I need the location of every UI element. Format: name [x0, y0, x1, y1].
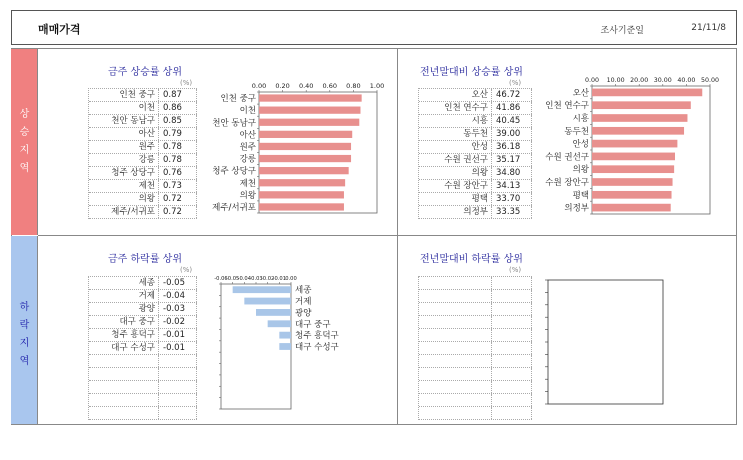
bar: [259, 179, 345, 186]
x-tick-label: 0.00: [285, 276, 297, 282]
rate-value: -0.01: [159, 329, 197, 341]
category-label: 세종: [295, 285, 312, 296]
rate-value: [492, 381, 532, 393]
table-row: [419, 180, 532, 193]
category-label: 수원 장안구: [545, 178, 589, 188]
table-row: [419, 154, 532, 167]
region-name: 제주/서귀포: [89, 206, 159, 218]
rate-value: 0.86: [159, 102, 197, 114]
category-label: 원주: [239, 142, 256, 153]
bar: [592, 89, 702, 97]
rate-value: [159, 394, 197, 406]
bar: [592, 101, 691, 109]
rate-value: [492, 277, 532, 289]
rate-value: -0.03: [159, 303, 197, 315]
date-label: 조사기준일: [600, 26, 644, 36]
bar: [256, 309, 291, 316]
rate-value: 33.70: [492, 193, 532, 205]
rate-value: [492, 290, 532, 302]
table-row: [89, 102, 197, 115]
rate-value: -0.01: [159, 342, 197, 354]
section-fall-char: 지: [19, 338, 30, 349]
region-name: [419, 277, 492, 289]
bar: [259, 143, 351, 150]
section-fall-label: [11, 236, 38, 424]
bar: [592, 127, 684, 135]
table-row: [89, 180, 197, 193]
panel-title-fall-weekly: 금주 하락률 상위: [108, 254, 182, 265]
table-row: [89, 167, 197, 180]
table-rise-yearly: [418, 88, 532, 219]
x-tick-label: 0.20: [275, 82, 290, 90]
bar: [259, 203, 344, 210]
category-label: 인천 중구: [220, 94, 256, 105]
table-fall-weekly: [88, 276, 197, 420]
region-name: [419, 381, 492, 393]
table-row: [419, 193, 532, 206]
region-name: 거제: [89, 290, 159, 302]
region-name: 시흥: [419, 115, 492, 127]
rate-value: [159, 355, 197, 367]
x-tick-label: 0.40: [298, 82, 314, 90]
x-tick-label: 10.00: [606, 77, 625, 84]
rate-value: 36.18: [492, 141, 532, 153]
table-row: [419, 206, 532, 219]
rate-value: [492, 303, 532, 315]
bar: [259, 107, 360, 114]
region-name: 강릉: [89, 154, 159, 166]
page-title: 매매가격: [38, 23, 81, 36]
region-name: 의정부: [419, 206, 492, 218]
rate-value: -0.02: [159, 316, 197, 328]
rate-value: 46.72: [492, 89, 532, 101]
bar: [259, 155, 351, 162]
rate-value: 0.85: [159, 115, 197, 127]
category-label: 제천: [239, 178, 256, 189]
panel-title-rise-weekly: 금주 상승률 상위: [108, 67, 182, 78]
rate-value: [492, 368, 532, 380]
bar: [592, 204, 671, 212]
rate-value: [492, 329, 532, 341]
region-name: 평택: [419, 193, 492, 205]
table-row: [419, 303, 532, 316]
rate-value: [159, 381, 197, 393]
category-label: 천안 동남구: [212, 118, 256, 129]
rate-value: [492, 394, 532, 406]
category-label: 아산: [239, 130, 256, 141]
category-label: 오산: [572, 88, 589, 99]
section-fall-char: 락: [19, 320, 30, 331]
region-name: 인천 연수구: [419, 102, 492, 114]
table-row: [89, 355, 197, 368]
table-row: [89, 342, 197, 355]
panel-title-fall-yearly: 전년말대비 하락률 상위: [420, 254, 523, 265]
bar: [592, 178, 673, 186]
rate-value: -0.05: [159, 277, 197, 289]
bar: [259, 94, 362, 101]
category-label: 의왕: [239, 190, 256, 201]
section-divider: [38, 235, 737, 236]
rate-value: 35.17: [492, 154, 532, 166]
table-fall-yearly: [418, 276, 532, 420]
bar: [279, 343, 291, 350]
category-label: 강릉: [239, 154, 256, 165]
category-label: 인천 연수구: [545, 101, 589, 112]
table-row: [89, 154, 197, 167]
x-tick-label: -0.06: [214, 276, 228, 282]
region-name: 천안 동남구: [89, 115, 159, 127]
category-label: 거제: [295, 297, 312, 308]
x-tick-label: 30.00: [653, 77, 672, 84]
chart-rise-yearly: [530, 76, 730, 216]
category-label: 시흥: [572, 114, 589, 124]
bar: [592, 140, 677, 148]
bar: [233, 286, 291, 293]
region-name: 이천: [89, 102, 159, 114]
bar: [259, 191, 344, 198]
report-header: [11, 10, 737, 45]
chart-rise-weekly: [195, 80, 390, 220]
rate-value: [492, 355, 532, 367]
x-tick-label: -0.04: [237, 276, 252, 282]
bar: [259, 167, 349, 174]
category-label: 대구 수성구: [295, 342, 339, 353]
region-name: 수원 장안구: [419, 180, 492, 192]
rate-value: 0.73: [159, 180, 197, 192]
chart-fall-yearly: [540, 276, 670, 410]
region-name: 오산: [419, 89, 492, 101]
table-row: [89, 407, 197, 420]
section-rise-char: 승: [19, 127, 30, 138]
table-rise-weekly: [88, 88, 197, 219]
section-fall-char: 역: [19, 356, 30, 367]
table-row: [419, 141, 532, 154]
category-label: 안성: [572, 139, 589, 150]
region-name: [419, 329, 492, 341]
x-tick-label: -0.01: [272, 276, 287, 282]
rate-value: 34.80: [492, 167, 532, 179]
panel-title-rise-yearly: 전년말대비 상승률 상위: [420, 67, 523, 78]
rate-value: [159, 407, 197, 419]
region-name: [89, 381, 159, 393]
region-name: 의왕: [419, 167, 492, 179]
region-name: 동두천: [419, 128, 492, 140]
region-name: 수원 권선구: [419, 154, 492, 166]
rate-value: 0.76: [159, 167, 197, 179]
x-tick-label: -0.03: [249, 276, 263, 282]
table-row: [419, 128, 532, 141]
region-name: 청주 상당구: [89, 167, 159, 179]
bar: [592, 153, 675, 161]
chart-fall-weekly: [205, 274, 355, 414]
table-row: [89, 303, 197, 316]
region-name: [419, 355, 492, 367]
table-row: [419, 115, 532, 128]
category-label: 광양: [295, 308, 312, 319]
category-label: 의정부: [564, 203, 589, 214]
section-rise-char: 상: [19, 109, 30, 120]
table-row: [419, 329, 532, 342]
table-row: [419, 167, 532, 180]
rate-value: [492, 316, 532, 328]
table-row: [419, 290, 532, 303]
table-row: [419, 381, 532, 394]
category-label: 평택: [572, 190, 589, 201]
region-name: 청주 흥덕구: [89, 329, 159, 341]
category-label: 의왕: [572, 165, 589, 176]
region-name: [419, 316, 492, 328]
table-row: [419, 394, 532, 407]
table-row: [89, 329, 197, 342]
bar: [592, 114, 687, 122]
x-tick-label: -0.02: [260, 276, 275, 282]
table-row: [89, 128, 197, 141]
unit-label: (%): [180, 79, 193, 87]
region-name: 아산: [89, 128, 159, 140]
x-tick-label: 0.00: [251, 82, 267, 90]
bar: [259, 131, 352, 138]
table-row: [89, 206, 197, 219]
category-label: 동두천: [564, 126, 589, 137]
category-label: 수원 권선구: [545, 152, 589, 163]
x-tick-label: 20.00: [630, 77, 649, 84]
unit-label: (%): [509, 79, 522, 87]
x-tick-label: -0.05: [225, 276, 240, 282]
category-label: 청주 상당구: [212, 166, 256, 177]
x-tick-label: 40.00: [677, 77, 696, 84]
region-name: 대구 중구: [89, 316, 159, 328]
x-tick-label: 1.00: [369, 82, 385, 90]
table-row: [89, 193, 197, 206]
region-name: 제천: [89, 180, 159, 192]
region-name: 세종: [89, 277, 159, 289]
region-name: 대구 수성구: [89, 342, 159, 354]
x-tick-label: 0.00: [584, 77, 600, 84]
table-row: [419, 355, 532, 368]
bar: [592, 165, 674, 173]
table-row: [89, 394, 197, 407]
bar: [268, 320, 291, 327]
region-name: [419, 394, 492, 406]
table-row: [419, 277, 532, 290]
rate-value: 41.86: [492, 102, 532, 114]
region-name: [89, 355, 159, 367]
table-row: [419, 89, 532, 102]
region-name: 원주: [89, 141, 159, 153]
section-rise-label: [11, 49, 38, 235]
rate-value: 33.35: [492, 206, 532, 218]
x-tick-label: 0.60: [322, 82, 338, 90]
section-fall-char: 하: [19, 302, 30, 313]
region-name: 안성: [419, 141, 492, 153]
region-name: 인천 중구: [89, 89, 159, 101]
region-name: [419, 368, 492, 380]
bar: [592, 191, 672, 199]
table-row: [89, 368, 197, 381]
rate-value: 39.00: [492, 128, 532, 140]
bar: [279, 332, 291, 339]
region-name: [419, 407, 492, 419]
table-row: [89, 141, 197, 154]
table-row: [419, 102, 532, 115]
rate-value: 40.45: [492, 115, 532, 127]
category-label: 이천: [239, 106, 256, 117]
rate-value: 0.72: [159, 206, 197, 218]
category-label: 청주 흥덕구: [295, 331, 339, 342]
section-rise-char: 지: [19, 145, 30, 156]
table-row: [419, 316, 532, 329]
x-tick-label: 0.80: [346, 82, 361, 90]
unit-label: (%): [509, 266, 522, 274]
bar: [244, 298, 291, 305]
region-name: [89, 394, 159, 406]
table-row: [89, 277, 197, 290]
rate-value: 0.78: [159, 154, 197, 166]
table-row: [419, 342, 532, 355]
region-name: [89, 407, 159, 419]
rate-value: [492, 407, 532, 419]
plot-frame: [548, 280, 663, 404]
region-name: [89, 368, 159, 380]
rate-value: -0.04: [159, 290, 197, 302]
panel-divider: [397, 49, 398, 424]
bar: [259, 119, 359, 126]
x-tick-label: 50.00: [700, 77, 720, 84]
rate-value: 34.13: [492, 180, 532, 192]
rate-value: 0.87: [159, 89, 197, 101]
rate-value: 0.72: [159, 193, 197, 205]
table-row: [419, 407, 532, 420]
rate-value: 0.78: [159, 141, 197, 153]
category-label: 대구 중구: [295, 319, 331, 330]
table-row: [89, 290, 197, 303]
section-rise-char: 역: [19, 163, 30, 174]
table-row: [419, 368, 532, 381]
survey-date: 21/11/8: [691, 23, 726, 33]
rate-value: [492, 342, 532, 354]
region-name: 광양: [89, 303, 159, 315]
rate-value: 0.79: [159, 128, 197, 140]
table-row: [89, 316, 197, 329]
table-row: [89, 115, 197, 128]
table-row: [89, 381, 197, 394]
region-name: 의왕: [89, 193, 159, 205]
category-label: 제주/서귀포: [212, 202, 256, 213]
unit-label: (%): [180, 266, 193, 274]
region-name: [419, 290, 492, 302]
table-row: [89, 89, 197, 102]
region-name: [419, 342, 492, 354]
region-name: [419, 303, 492, 315]
rate-value: [159, 368, 197, 380]
